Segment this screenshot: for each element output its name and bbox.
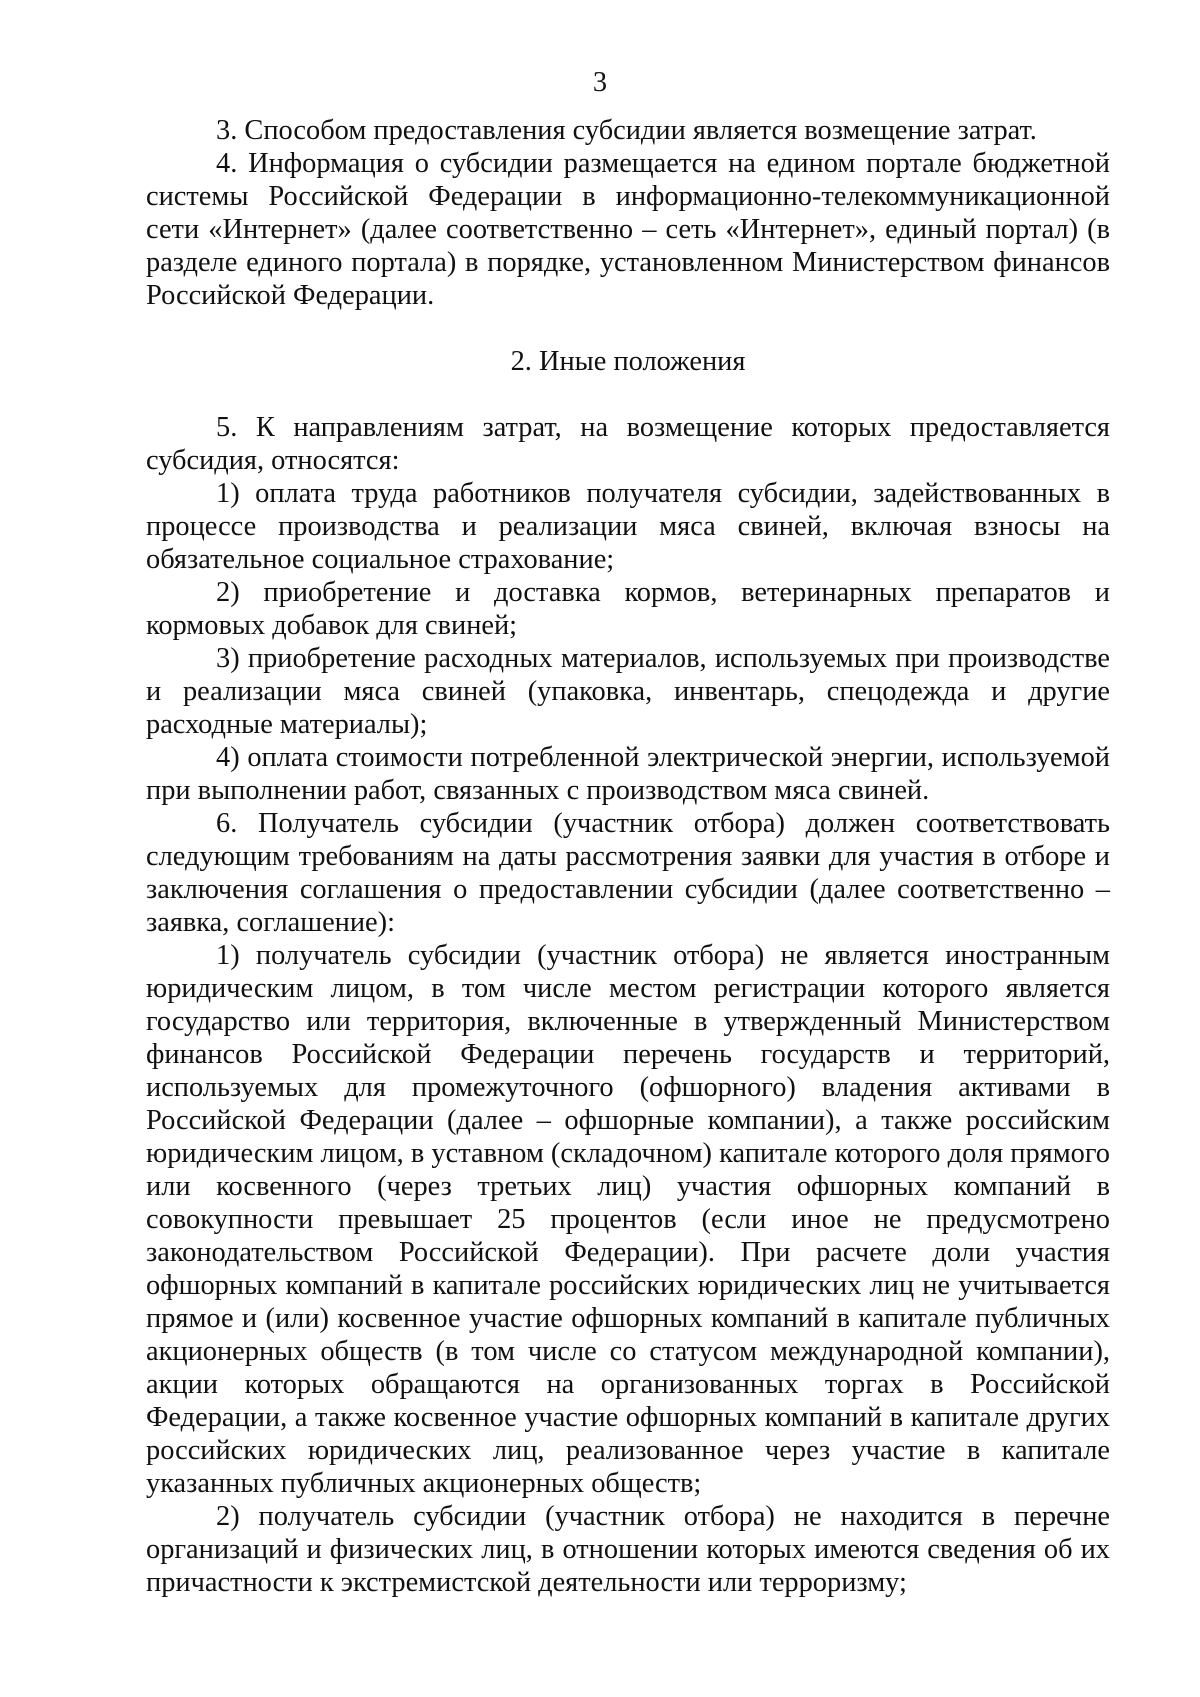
paragraph-3: 3. Способом предоставления субсидии является возмещение затрат. xyxy=(216,115,1037,146)
page-number: 3 xyxy=(592,67,608,98)
list-item-5-4: 4) оплата стоимости потребленной электрической энергии, используемой при выполнении работ, связанных с производством мяса свиней. xyxy=(146,742,1110,806)
section-heading: 2. Иные положения xyxy=(510,346,746,377)
list-item-5-2: 2) приобретение и доставка кормов, ветеринарных препаратов и кормовых добавок для свиней; xyxy=(146,577,1110,641)
list-item-6-1: 1) получатель субсидии (участник отбора) не является иностранным юридическим лицом, в том числе местом регистрации которого является государство или территория, включенные в утвержденный Министерством финансов Российской Федерации перечень государств и территорий, используемых для промежуточного (офшорного) владения активами в Российской Федерации (далее – офшорные компании), а также российским юридическим лицом, в уставном (складочном) капитале которого доля прямого или косвенного (через третьих лиц) участия офшорных компаний в совокупности превышает 25 процентов (если иное не предусмотрено законодательством Российской Федерации). При расчете доли участия офшорных компаний в капитале российских юридических лиц не учитывается прямое и (или) косвенное участие офшорных компаний в капитале публичных акционерных обществ (в том числе со статусом международной компании), акции которых обращаются на организованных торгах в Российской Федерации, а также косвенное участие офшорных компаний в капитале других российских юридических лиц, реализованное через участие в капитале указанных публичных акционерных обществ; xyxy=(146,940,1110,1499)
document-body xyxy=(146,114,1110,1599)
list-item-5-1: 1) оплата труда работников получателя субсидии, задействованных в процессе производства и реализации мяса свиней, включая взносы на обязательное социальное страхование; xyxy=(146,478,1110,575)
paragraph-5: 5. К направлениям затрат, на возмещение которых предоставляется субсидия, относятся: xyxy=(146,412,1110,476)
paragraph-6: 6. Получатель субсидии (участник отбора) должен соответствовать следующим требованиям на даты рассмотрения заявки для участия в отборе и заключения соглашения о предоставлении субсидии (далее соответственно – заявка, соглашение): xyxy=(146,808,1110,938)
list-item-6-2: 2) получатель субсидии (участник отбора) не находится в перечне организаций и физических лиц, в отношении которых имеются сведения об их причастности к экстремистской деятельности или терроризму; xyxy=(146,1501,1110,1598)
paragraph-4: 4. Информация о субсидии размещается на едином портале бюджетной системы Российской Федерации в информационно-телекоммуникационной сети «Интернет» (далее соответственно – сеть «Интернет», единый портал) (в разделе единого портала) в порядке, установленном Министерством финансов Российской Федерации. xyxy=(146,148,1110,311)
list-item-5-3: 3) приобретение расходных материалов, используемых при производстве и реализации мяса свиней (упаковка, инвентарь, спецодежда и другие расходные материалы); xyxy=(146,643,1110,740)
